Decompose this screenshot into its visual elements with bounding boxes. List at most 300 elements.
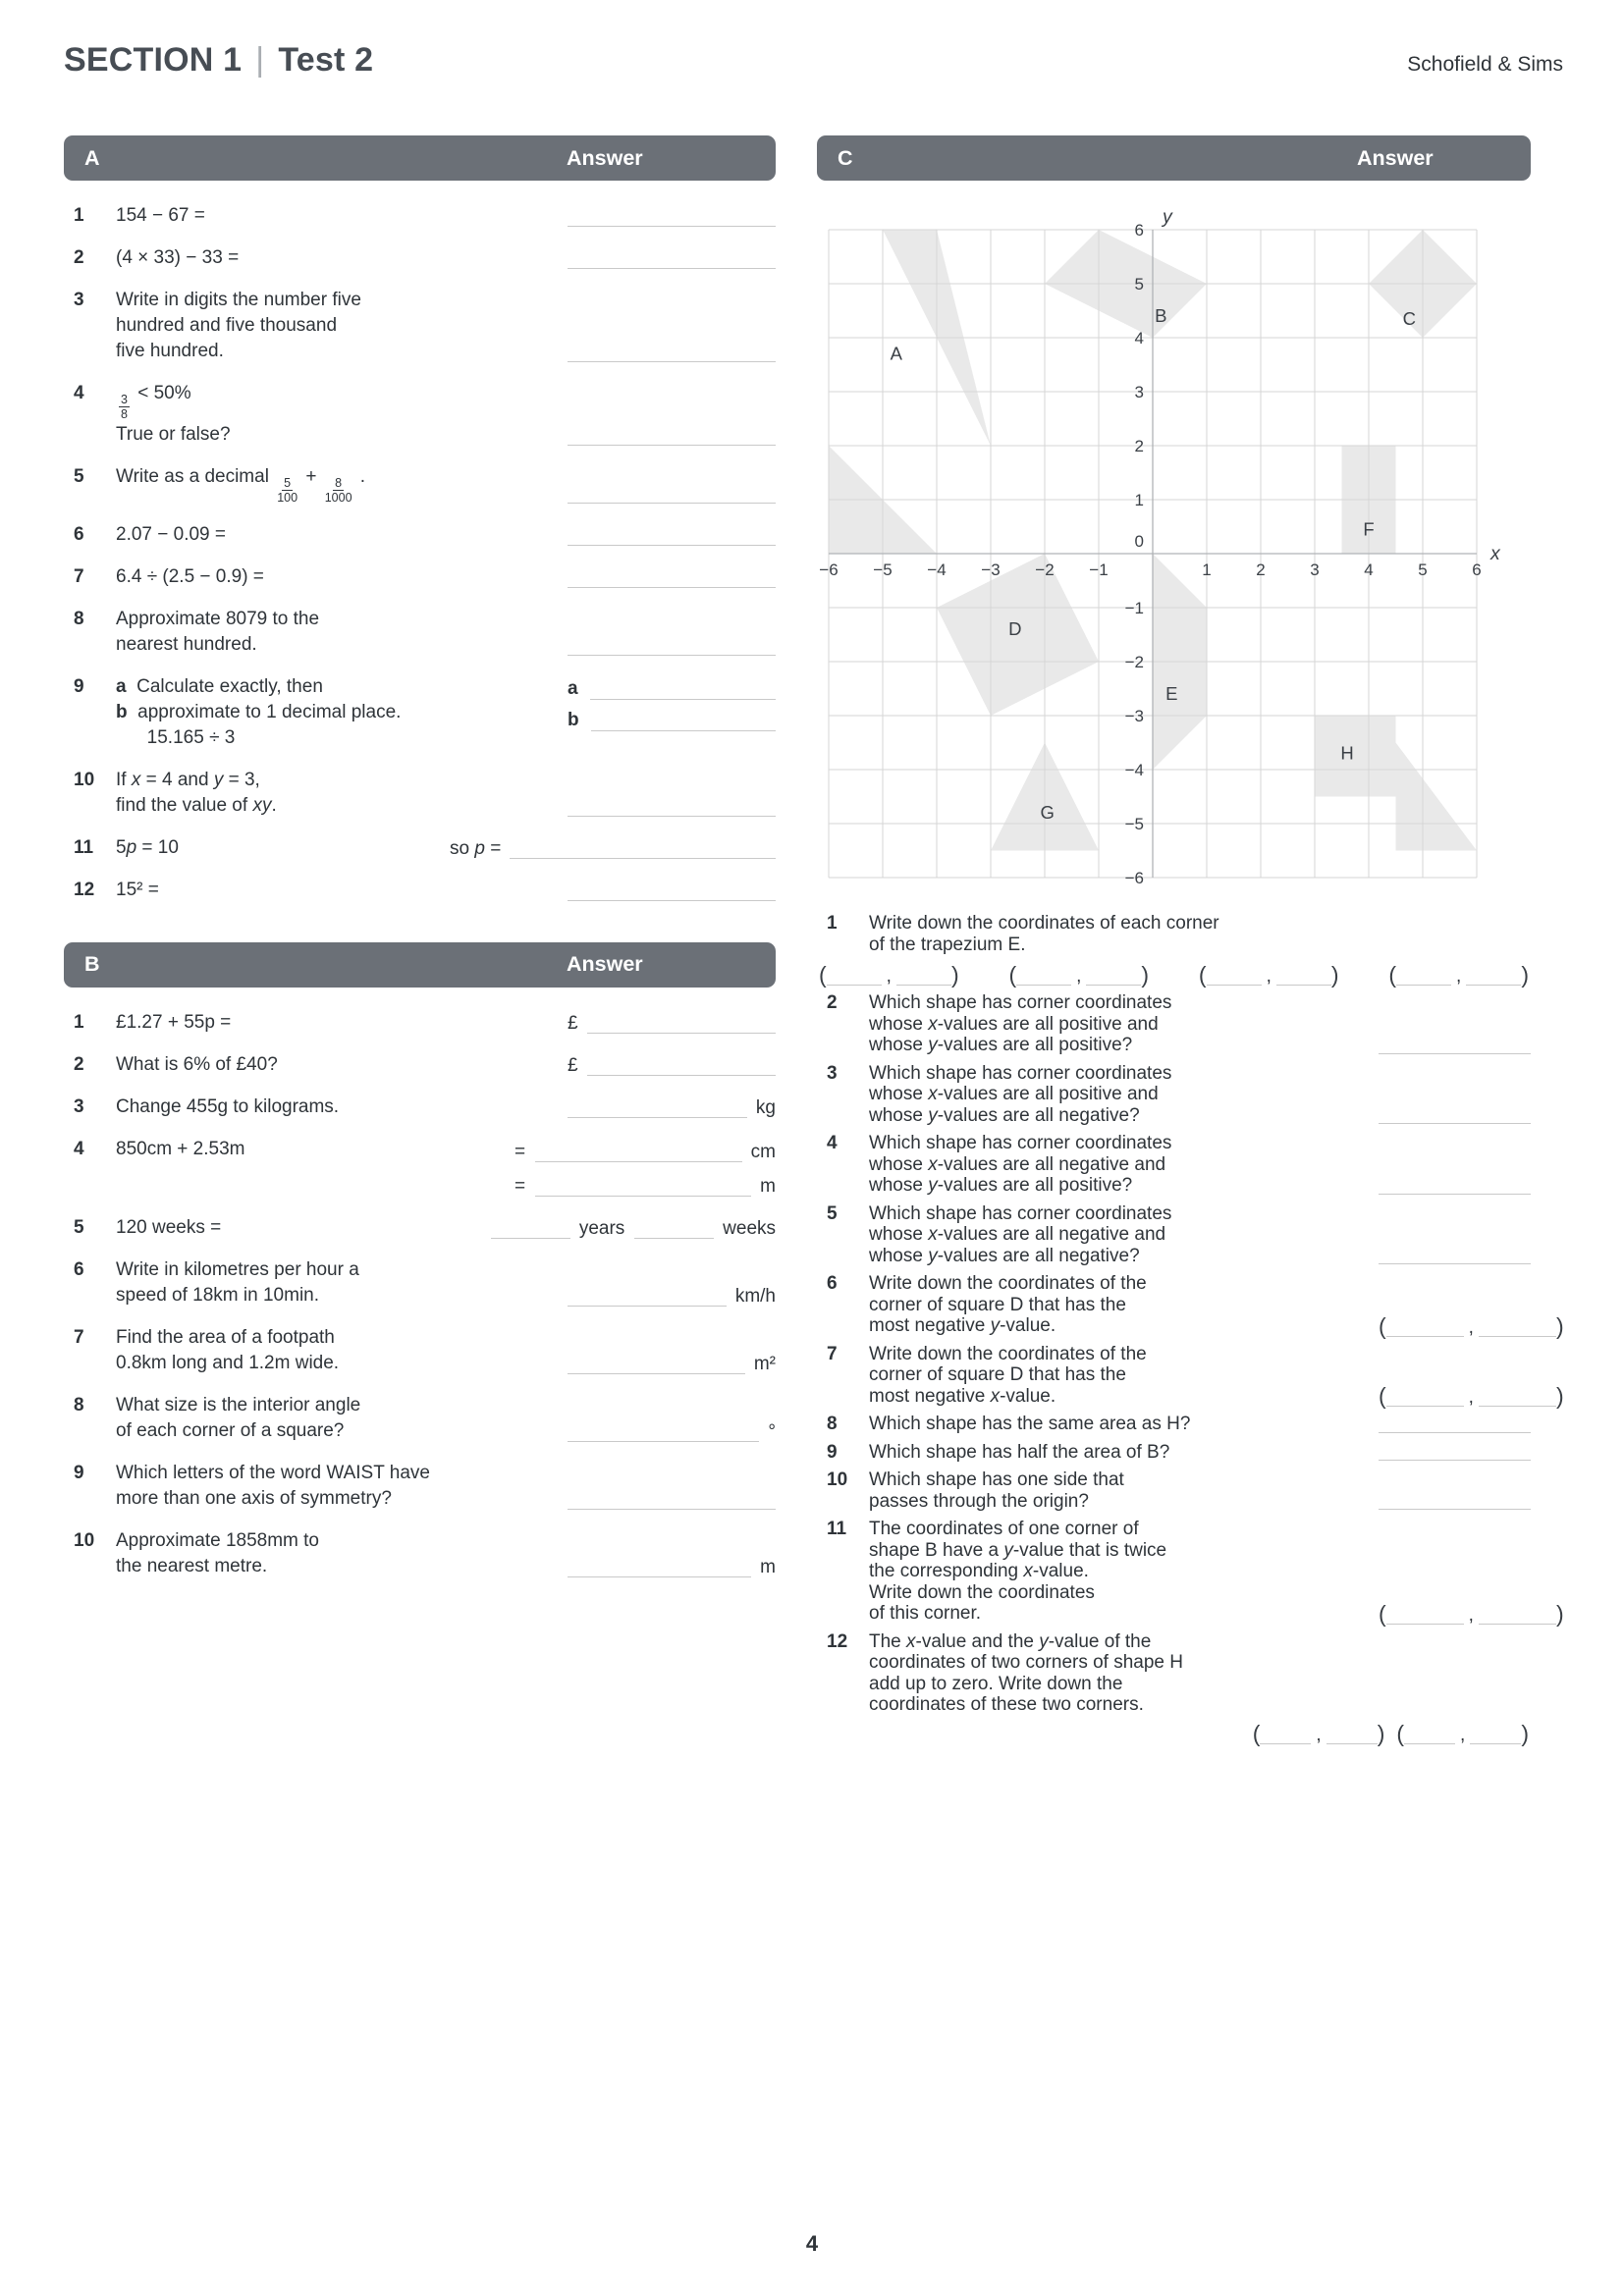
coordinates-answer-row xyxy=(817,1720,1531,1746)
question-line: What is 6% of £40? xyxy=(116,1053,278,1075)
answer-area xyxy=(568,799,776,819)
question xyxy=(64,522,776,548)
answer-line[interactable] xyxy=(587,1058,776,1076)
question-line: Write as a decimal $\frac{5}{100}$ + $\frac{8}{1000}$ . xyxy=(116,465,366,506)
answer-line[interactable] xyxy=(568,1100,747,1118)
question-line: most negative x-value. xyxy=(869,1385,1056,1407)
section-b-header-bar xyxy=(64,942,776,988)
question xyxy=(64,288,776,364)
question xyxy=(817,1063,1531,1127)
question xyxy=(64,203,776,229)
question-line: Which letters of the word WAIST have xyxy=(116,1462,430,1483)
question-line: whose y-values are all positive? xyxy=(869,1035,1133,1055)
answer-prefix-label: £ xyxy=(568,1012,578,1034)
section-b-tab: B xyxy=(84,952,100,976)
stacked-fraction: $\frac{3}{8}$ xyxy=(121,393,128,422)
answer-area xyxy=(491,1219,776,1241)
answer-line[interactable] xyxy=(568,883,776,901)
y-tick-label: 3 xyxy=(1134,383,1144,401)
y-tick-label: 4 xyxy=(1134,329,1144,347)
answer-line[interactable] xyxy=(568,528,776,546)
y-tick-label: −4 xyxy=(1124,761,1144,779)
unit-label: m² xyxy=(753,1353,776,1374)
answer-area xyxy=(568,1355,776,1376)
shape-label-F: F xyxy=(1363,518,1375,540)
question-line: five hundred. xyxy=(116,341,224,361)
question-number: 12 xyxy=(74,879,95,900)
answer-line[interactable] xyxy=(591,714,776,731)
answer-line[interactable] xyxy=(568,1357,745,1374)
right-column xyxy=(817,135,1564,1751)
question-text xyxy=(869,1133,1379,1197)
question xyxy=(64,381,776,448)
x-tick-label: 2 xyxy=(1256,561,1266,579)
question-number: 9 xyxy=(74,675,84,697)
coordinate-blank[interactable] xyxy=(1466,970,1521,986)
y-tick-label: −5 xyxy=(1124,815,1144,833)
question-line: (4 × 33) − 33 = xyxy=(116,247,240,268)
question-line: Write in kilometres per hour a xyxy=(116,1258,359,1280)
section-a xyxy=(64,135,776,903)
question-text xyxy=(116,835,450,861)
unit-label: ° xyxy=(768,1420,776,1442)
question-text xyxy=(869,1519,1379,1625)
y-tick-label: −2 xyxy=(1124,653,1144,671)
question-line: 15.165 ÷ 3 xyxy=(116,726,236,748)
question-text xyxy=(116,1010,568,1036)
origin-label: 0 xyxy=(1134,532,1144,551)
x-tick-label: −4 xyxy=(927,561,947,579)
comma: , xyxy=(1468,1604,1474,1626)
section-a-header-bar xyxy=(64,135,776,181)
answer-line[interactable] xyxy=(568,799,776,817)
question-line: nearest hundred. xyxy=(116,633,257,655)
question-number: 12 xyxy=(827,1630,848,1652)
question-number: 7 xyxy=(74,1326,84,1348)
answer-area xyxy=(568,674,776,733)
question-number: 2 xyxy=(74,1053,84,1075)
answer-line[interactable] xyxy=(1379,1415,1531,1433)
question-number: 7 xyxy=(74,565,84,587)
question-number: 8 xyxy=(827,1414,838,1434)
section-b xyxy=(64,942,776,1579)
comma: , xyxy=(1456,966,1462,987)
y-tick-label: 6 xyxy=(1134,221,1144,240)
x-axis-label: x xyxy=(1490,543,1500,564)
question-line: of the trapezium E. xyxy=(869,934,1026,955)
answer-line[interactable] xyxy=(568,570,776,588)
question xyxy=(64,1215,776,1241)
answer-area xyxy=(568,638,776,658)
question xyxy=(817,1519,1564,1627)
question-number: 1 xyxy=(74,205,84,226)
coordinate-blank[interactable] xyxy=(1470,1729,1521,1744)
answer-line[interactable] xyxy=(1379,1106,1531,1124)
question-number: 6 xyxy=(827,1273,838,1294)
answer-area xyxy=(1379,1247,1531,1266)
coordinate-blank[interactable] xyxy=(1386,1321,1464,1337)
question-text xyxy=(116,564,568,590)
coordinate-blank[interactable] xyxy=(1016,970,1071,986)
answer-line[interactable] xyxy=(1379,1492,1531,1510)
answer-line[interactable] xyxy=(634,1221,714,1239)
open-paren: ( xyxy=(1379,1312,1386,1339)
question-line: of this corner. xyxy=(869,1603,982,1624)
y-tick-label: −1 xyxy=(1124,599,1144,617)
question-line: whose x-values are all negative and xyxy=(869,1224,1166,1245)
answer-line[interactable] xyxy=(1379,1037,1531,1054)
question-text xyxy=(116,381,568,448)
question-line: Which shape has half the area of B? xyxy=(869,1441,1170,1463)
question-text xyxy=(116,245,568,271)
question xyxy=(64,1393,776,1444)
open-paren: ( xyxy=(819,962,827,988)
unit-label: cm xyxy=(750,1141,776,1162)
question-line: most negative y-value. xyxy=(869,1315,1056,1336)
coordinate-answer-pair xyxy=(819,962,959,988)
section-title: SECTION 1 xyxy=(64,41,243,79)
x-tick-label: −6 xyxy=(819,561,839,579)
coordinate-blank[interactable] xyxy=(1404,1729,1455,1744)
question xyxy=(64,1052,776,1078)
comma: , xyxy=(1076,966,1082,987)
coordinate-blank[interactable] xyxy=(1207,970,1262,986)
question-line: a Calculate exactly, then xyxy=(116,675,323,697)
question-text xyxy=(869,1273,1379,1337)
question-text xyxy=(116,607,568,658)
shape-label-A: A xyxy=(890,343,902,364)
question-line: whose y-values are all negative? xyxy=(869,1245,1140,1266)
question-line: shape B have a y-value that is twice xyxy=(869,1539,1167,1561)
question xyxy=(817,913,1531,986)
question xyxy=(817,1273,1564,1339)
shape-label-B: B xyxy=(1155,305,1167,326)
answer-area xyxy=(568,428,776,448)
question-line: Which shape has the same area as H? xyxy=(869,1414,1191,1434)
equals-sign: = xyxy=(514,1141,526,1162)
question-text xyxy=(116,1325,568,1376)
question-number: 9 xyxy=(827,1441,838,1463)
close-paren: ) xyxy=(1330,962,1339,988)
coordinate-answer-pair xyxy=(1008,962,1150,988)
answer-row xyxy=(568,674,776,700)
section-b-answer-header: Answer xyxy=(567,952,643,976)
question-line: Write down the coordinates xyxy=(869,1581,1095,1603)
question-text xyxy=(116,1215,491,1241)
question xyxy=(64,1257,776,1308)
answer-line[interactable] xyxy=(568,1289,727,1307)
question-text xyxy=(116,1095,568,1120)
y-tick-label: −6 xyxy=(1124,869,1144,887)
question-number: 5 xyxy=(827,1202,838,1224)
answer-area xyxy=(1379,1492,1531,1512)
page-title xyxy=(64,41,373,80)
question-line: coordinates of two corners of shape H xyxy=(869,1652,1184,1673)
question xyxy=(817,1469,1531,1512)
x-tick-label: −2 xyxy=(1035,561,1055,579)
coordinate-blank[interactable] xyxy=(896,970,951,986)
question xyxy=(64,1325,776,1376)
question-line: 154 − 67 = xyxy=(116,205,205,226)
answer-area xyxy=(1379,1177,1531,1197)
question-line: the corresponding x-value. xyxy=(869,1561,1089,1581)
question-number: 6 xyxy=(74,523,84,545)
answer-line[interactable] xyxy=(568,251,776,269)
question-line: What size is the interior angle xyxy=(116,1394,361,1415)
answer-line[interactable] xyxy=(568,486,776,504)
coordinate-blank[interactable] xyxy=(1479,1321,1556,1337)
x-tick-label: 4 xyxy=(1364,561,1374,579)
answer-line[interactable] xyxy=(510,841,776,859)
answer-area xyxy=(1379,1415,1531,1435)
open-paren: ( xyxy=(1379,1383,1386,1409)
question-text xyxy=(116,522,568,548)
question-line: Write down the coordinates of the xyxy=(869,1273,1147,1294)
question-text xyxy=(869,1414,1379,1435)
question-line: Which shape has one side that xyxy=(869,1469,1124,1490)
y-tick-label: 5 xyxy=(1134,275,1144,294)
y-tick-label: −3 xyxy=(1124,707,1144,725)
question-number: 9 xyxy=(74,1462,84,1483)
section-c-tab: C xyxy=(838,145,853,170)
question-text xyxy=(869,1631,1531,1716)
open-paren: ( xyxy=(1008,962,1017,988)
answer-letter: a xyxy=(568,677,578,699)
question-line: the nearest metre. xyxy=(116,1555,268,1576)
coordinate-blank[interactable] xyxy=(1386,1391,1464,1407)
coordinate-grid xyxy=(817,202,1524,897)
answer-area xyxy=(568,1056,776,1078)
answer-area xyxy=(568,1558,776,1579)
question-line: 2.07 − 0.09 = xyxy=(116,523,226,545)
x-tick-label: −5 xyxy=(873,561,893,579)
question-line: corner of square D that has the xyxy=(869,1364,1126,1385)
answer-line[interactable] xyxy=(1379,1443,1531,1461)
section-c-header-bar xyxy=(817,135,1531,181)
page-header xyxy=(64,41,1563,80)
coordinate-blank[interactable] xyxy=(1396,970,1451,986)
question-number: 1 xyxy=(827,913,838,934)
coordinate-blank[interactable] xyxy=(1386,1609,1464,1625)
coordinate-blank[interactable] xyxy=(1479,1609,1556,1625)
coordinates-answer-row xyxy=(817,962,1531,988)
answer-area xyxy=(568,1098,776,1120)
answer-area xyxy=(568,570,776,590)
question-line: speed of 18km in 10min. xyxy=(116,1284,320,1306)
question-line: b approximate to 1 decimal place. xyxy=(116,701,402,722)
question-number: 4 xyxy=(74,383,84,403)
question-line: Which shape has corner coordinates xyxy=(869,1062,1172,1084)
question-line: Which shape has corner coordinates xyxy=(869,1133,1172,1153)
question-text xyxy=(116,674,568,751)
section-a-questions xyxy=(64,203,776,903)
answer-area xyxy=(514,1137,776,1199)
x-tick-label: −3 xyxy=(981,561,1001,579)
comma: , xyxy=(1316,1724,1322,1745)
answer-prefix-label: £ xyxy=(568,1054,578,1076)
unit-label: km/h xyxy=(734,1285,776,1307)
shape-label-H: H xyxy=(1340,742,1354,764)
question-number: 10 xyxy=(74,769,95,790)
y-axis-label: y xyxy=(1163,206,1172,228)
question xyxy=(64,1095,776,1120)
question-text xyxy=(869,1469,1379,1512)
shape-label-C: C xyxy=(1402,307,1416,329)
close-paren: ) xyxy=(1377,1720,1385,1746)
close-paren: ) xyxy=(1141,962,1150,988)
question-line: whose x-values are all negative and xyxy=(869,1153,1166,1175)
section-a-tab: A xyxy=(84,145,100,170)
answer-line[interactable] xyxy=(491,1221,570,1239)
close-paren: ) xyxy=(1555,1600,1564,1627)
question-number: 10 xyxy=(827,1469,848,1490)
answer-line[interactable] xyxy=(568,345,776,362)
answer-line[interactable] xyxy=(568,209,776,227)
answer-line[interactable] xyxy=(568,428,776,446)
coordinate-blank[interactable] xyxy=(1479,1391,1556,1407)
question-line: passes through the origin? xyxy=(869,1490,1089,1512)
question-text xyxy=(116,1052,568,1078)
answer-line[interactable] xyxy=(568,1424,759,1442)
question-number: 5 xyxy=(74,465,84,487)
question-number: 1 xyxy=(74,1011,84,1033)
x-tick-label: 6 xyxy=(1472,561,1482,579)
question-line: 120 weeks = xyxy=(116,1216,222,1238)
question-line: Which shape has corner coordinates xyxy=(869,1202,1172,1224)
coordinate-answer-pair xyxy=(1379,1600,1564,1627)
section-a-answer-header: Answer xyxy=(567,145,643,170)
question-text xyxy=(116,1528,568,1579)
coordinate-answer-pair xyxy=(1198,962,1339,988)
question-line: 850cm + 2.53m xyxy=(116,1138,245,1159)
question xyxy=(64,878,776,903)
question-line: Write in digits the number five xyxy=(116,290,361,310)
question-text xyxy=(116,1257,568,1308)
question xyxy=(64,835,776,861)
coordinate-answer-pair xyxy=(1252,1720,1385,1746)
question xyxy=(64,1461,776,1512)
question-number: 3 xyxy=(74,290,84,310)
answer-line[interactable] xyxy=(568,1492,776,1510)
coordinate-blank[interactable] xyxy=(1276,970,1331,986)
shape-label-D: D xyxy=(1008,618,1022,639)
y-tick-label: 1 xyxy=(1134,491,1144,509)
question-line: $\frac{3}{8}$ < 50% xyxy=(121,383,191,422)
question-number: 10 xyxy=(74,1529,95,1551)
comma: , xyxy=(886,966,892,987)
x-tick-label: 1 xyxy=(1202,561,1212,579)
stacked-fraction: $\frac{8}{1000}$ xyxy=(324,475,352,506)
answer-line[interactable] xyxy=(1379,1177,1531,1195)
question-line: Write down the coordinates of the xyxy=(869,1343,1147,1364)
open-paren: ( xyxy=(1388,962,1397,988)
answer-row xyxy=(514,1137,776,1162)
question-number: 4 xyxy=(827,1133,838,1153)
close-paren: ) xyxy=(1555,1383,1564,1409)
answer-line[interactable] xyxy=(535,1145,742,1162)
question-line: Change 455g to kilograms. xyxy=(116,1095,340,1117)
coordinate-blank[interactable] xyxy=(1260,1729,1311,1744)
answer-row xyxy=(514,1171,776,1197)
section-b-questions xyxy=(64,1010,776,1579)
test-title: Test 2 xyxy=(278,41,374,79)
question-line: corner of square D that has the xyxy=(869,1294,1126,1315)
answer-line[interactable] xyxy=(568,638,776,656)
question-line: If x = 4 and y = 3, xyxy=(116,769,260,790)
answer-area xyxy=(1379,1443,1531,1463)
stacked-fraction: $\frac{5}{100}$ xyxy=(277,475,298,506)
answer-line[interactable] xyxy=(587,1016,776,1034)
answer-area xyxy=(568,486,776,506)
comma: , xyxy=(1468,1387,1474,1408)
open-paren: ( xyxy=(1379,1600,1386,1627)
answer-letter: b xyxy=(568,709,579,730)
question-line: more than one axis of symmetry? xyxy=(116,1487,392,1509)
question-line: whose y-values are all positive? xyxy=(869,1175,1133,1196)
answer-area xyxy=(568,1492,776,1512)
answer-area xyxy=(568,251,776,271)
coordinate-blank[interactable] xyxy=(1086,970,1141,986)
question-text xyxy=(116,1461,568,1512)
close-paren: ) xyxy=(1555,1312,1564,1339)
question xyxy=(817,1631,1531,1744)
question xyxy=(817,992,1531,1056)
answer-line[interactable] xyxy=(568,1560,751,1577)
question xyxy=(817,1203,1531,1267)
question-line: Approximate 1858mm to xyxy=(116,1529,319,1551)
question-line: Approximate 8079 to the xyxy=(116,608,320,629)
answer-line[interactable] xyxy=(535,1179,751,1197)
answer-prefix-label: so p = xyxy=(450,837,502,859)
question xyxy=(64,1010,776,1036)
question-text xyxy=(116,203,568,229)
question xyxy=(64,674,776,751)
question-text xyxy=(116,1393,568,1444)
unit-label: m xyxy=(760,1556,776,1577)
question-line: add up to zero. Write down the xyxy=(869,1673,1123,1694)
left-column xyxy=(64,135,776,1596)
answer-line[interactable] xyxy=(590,682,776,700)
unit-label: years xyxy=(578,1217,625,1239)
coordinate-answer-pair xyxy=(1379,1383,1564,1409)
coordinate-blank[interactable] xyxy=(827,970,882,986)
question-number: 8 xyxy=(74,608,84,629)
coordinate-grid-area xyxy=(817,202,1531,897)
question-number: 4 xyxy=(74,1138,84,1159)
question-line: The x-value and the y-value of the xyxy=(869,1630,1152,1652)
answer-area xyxy=(568,1014,776,1036)
coordinate-blank[interactable] xyxy=(1326,1729,1378,1744)
question-text xyxy=(116,464,568,506)
coordinate-answer-pair xyxy=(1396,1720,1529,1746)
question-line: hundred and five thousand xyxy=(116,315,338,336)
x-tick-label: −1 xyxy=(1089,561,1109,579)
shape-H xyxy=(1315,716,1396,797)
question-line: 6.4 ÷ (2.5 − 0.9) = xyxy=(116,565,264,587)
question xyxy=(64,464,776,506)
answer-area xyxy=(568,883,776,903)
answer-area xyxy=(568,528,776,548)
question xyxy=(64,245,776,271)
question-line: True or false? xyxy=(116,423,231,445)
question-number: 2 xyxy=(74,247,84,268)
question-number: 5 xyxy=(74,1216,84,1238)
question-text xyxy=(869,992,1379,1056)
answer-line[interactable] xyxy=(1379,1247,1531,1264)
question-text xyxy=(116,878,568,903)
question xyxy=(817,1133,1531,1197)
x-tick-label: 3 xyxy=(1310,561,1320,579)
